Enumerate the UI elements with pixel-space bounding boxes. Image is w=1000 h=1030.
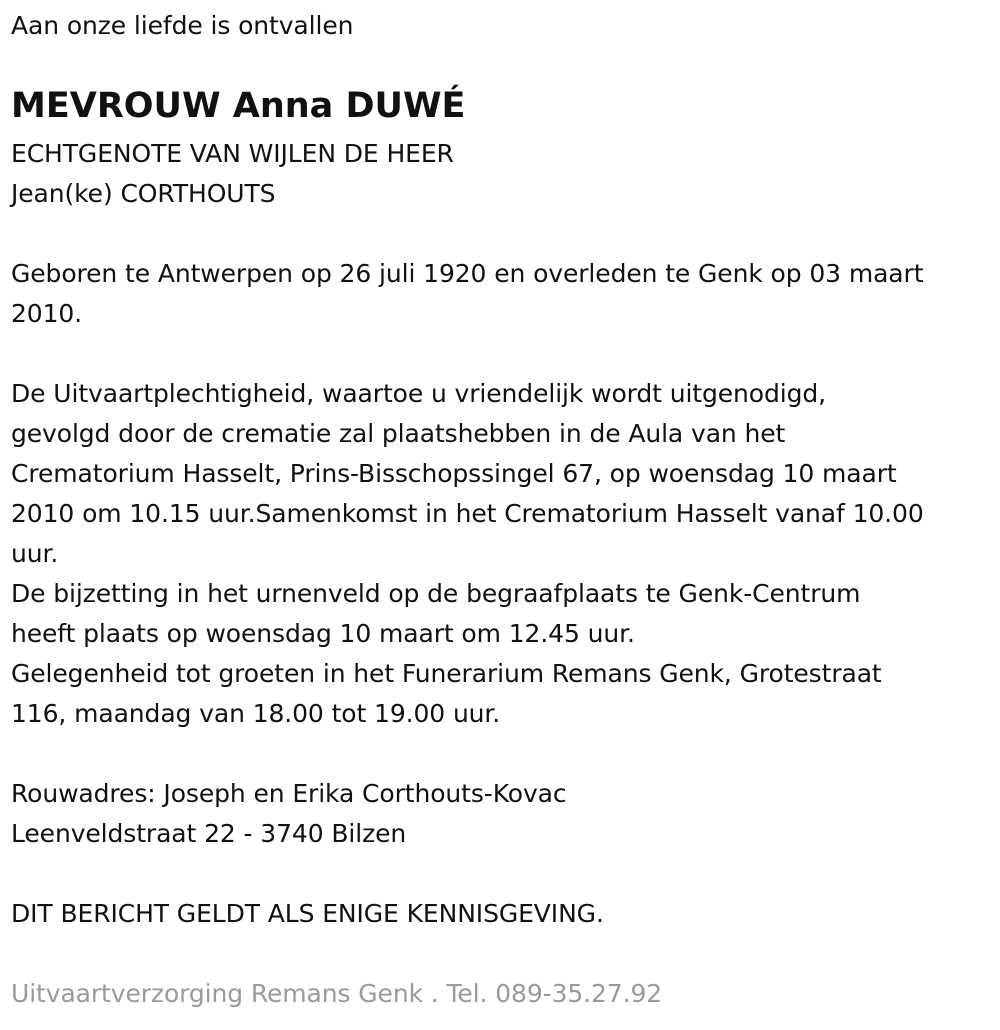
ceremony-line: 2010 om 10.15 uur.Samenkomst in het Crematorium Hasselt vanaf 10.00 [11,499,924,528]
ceremony-line: De bijzetting in het urnenveld op de begraafplaats te Genk-Centrum [11,579,861,608]
address-line-2: Leenveldstraat 22 - 3740 Bilzen [11,819,407,848]
funeral-home-footer: Uitvaartverzorging Remans Genk . Tel. 089-35.27.92 [11,979,663,1008]
deceased-name: MEVROUW Anna DUWÉ [11,86,466,126]
ceremony-line: Gelegenheid tot groeten in het Funerarium Remans Genk, Grotestraat [11,659,882,688]
intro-text: Aan onze liefde is ontvallen [11,11,354,40]
birth-death-block [11,254,923,334]
closing-notice: DIT BERICHT GELDT ALS ENIGE KENNISGEVING. [11,899,604,928]
birth-line-1: Geboren te Antwerpen op 26 juli 1920 en overleden te Genk op 03 maart [11,259,924,288]
ceremony-line: De Uitvaartplechtigheid, waartoe u vriendelijk wordt uitgenodigd, [11,379,826,408]
ceremony-line: Crematorium Hasselt, Prins-Bisschopssingel 67, op woensdag 10 maart [11,459,897,488]
spouse-block [11,134,454,214]
spouse-line-1: ECHTGENOTE VAN WIJLEN DE HEER [11,139,454,168]
ceremony-line: gevolgd door de crematie zal plaatshebben in de Aula van het [11,419,786,448]
ceremony-line: 116, maandag van 18.00 tot 19.00 uur. [11,699,501,728]
address-line-1: Rouwadres: Joseph en Erika Corthouts-Kovac [11,779,567,808]
birth-line-2: 2010. [11,299,83,328]
ceremony-line: uur. [11,539,59,568]
ceremony-block [11,374,924,734]
mourning-address-block [11,774,567,854]
ceremony-line: heeft plaats op woensdag 10 maart om 12.45 uur. [11,619,635,648]
spouse-line-2: Jean(ke) CORTHOUTS [11,179,276,208]
